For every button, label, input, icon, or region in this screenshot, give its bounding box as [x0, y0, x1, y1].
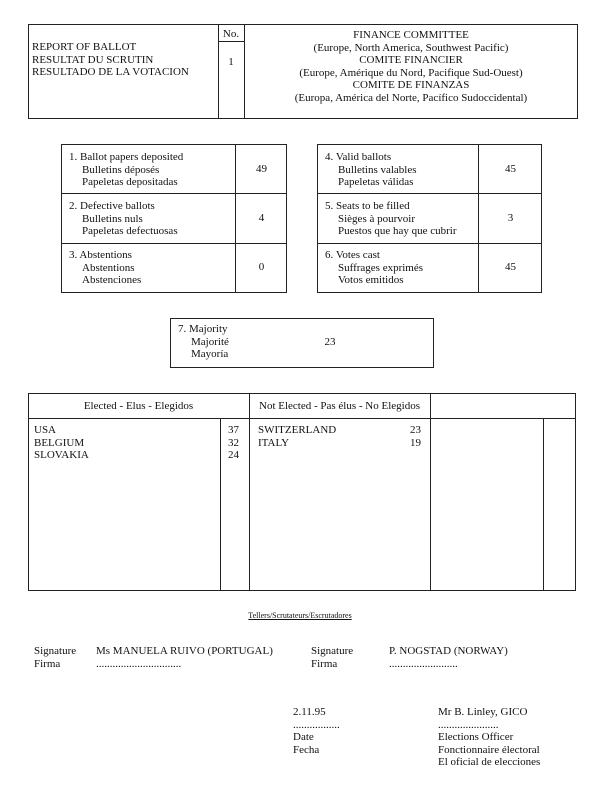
stats-right-sep-2 [317, 243, 542, 244]
teller-2-signature: Signature P. NOGSTAD (NORWAY) Firma ......................... [311, 645, 508, 670]
stat-value-5: 3 [507, 212, 514, 224]
not-elected-header: Not Elected - Pas élus - No Elegidos [259, 400, 420, 412]
stats-right-sep-1 [317, 193, 542, 194]
stat-item-6: 6. Votes cast Suffrages exprimés Votos emitidos [325, 249, 424, 286]
ballot-no-label: No. [222, 28, 240, 40]
teller-1-signature: Signature Ms MANUELA RUIVO (PORTUGAL) Firma ............................... [34, 645, 273, 670]
tellers-heading: Tellers/Scrutateurs/Escrutadores [248, 611, 352, 620]
elections-officer-block: Mr B. Linley, GICO ...................... Elections Officer Fonctionnaire électoral El oficial de elecciones [438, 706, 541, 768]
list-item: ITALY 19 [258, 436, 421, 449]
stat-item-5: 5. Seats to be filled Sièges à pourvoir Puestos que hay que cubrir [325, 200, 457, 237]
list-item: USA 37 [34, 424, 239, 436]
stat-value-6: 45 [505, 261, 516, 273]
stat-item-2: 2. Defective ballots Bulletins nuls Papeletas defectuosas [69, 200, 178, 237]
results-header-line [28, 418, 576, 419]
stat-item-1: 1. Ballot papers deposited Bulletins déposés Papeletas depositadas [69, 151, 184, 188]
stat-item-3: 3. Abstentions Abstentions Abstenciones [69, 249, 142, 286]
report-title: REPORT OF BALLOT RESULTAT DU SCRUTIN RESULTADO DE LA VOTACION [32, 41, 189, 78]
results-col-divider [249, 393, 250, 591]
elected-header: Elected - Elus - Elegidos [83, 400, 194, 412]
date-block: 2.11.95 ................. Date Fecha [293, 706, 340, 756]
stat-value-4: 45 [505, 163, 516, 175]
stats-left-sep-2 [61, 243, 287, 244]
list-item: BELGIUM 32 [34, 436, 239, 449]
header-no-underline [218, 41, 244, 42]
elected-list [34, 424, 249, 462]
stats-left-sep-1 [61, 193, 287, 194]
committee-title: FINANCE COMMITTEE (Europe, North America, Southwest Pacific) COMITE FINANCIER (Europe, Amérique du Nord, Pacifique Sud-Ouest) COMITE DE FINANZAS (Europa, América del Norte, Pacífico Sudoccidental) [294, 29, 528, 104]
majority-value: 23 [324, 336, 336, 348]
results-table [28, 393, 576, 591]
list-item: SLOVAKIA 24 [34, 449, 239, 461]
results-col-extra [543, 418, 544, 591]
stat-value-1: 49 [256, 163, 267, 175]
results-col-notelected-divider [430, 393, 431, 591]
stat-value-3: 0 [258, 261, 265, 273]
list-item: SWITZERLAND 23 [258, 424, 421, 436]
stat-item-4: 4. Valid ballots Bulletins valables Papeletas válidas [325, 151, 417, 188]
stat-value-2: 4 [258, 212, 265, 224]
majority-label: 7. Majority Majorité Mayoría [178, 323, 229, 360]
not-elected-list [258, 424, 430, 449]
ballot-no-value: 1 [228, 56, 234, 68]
